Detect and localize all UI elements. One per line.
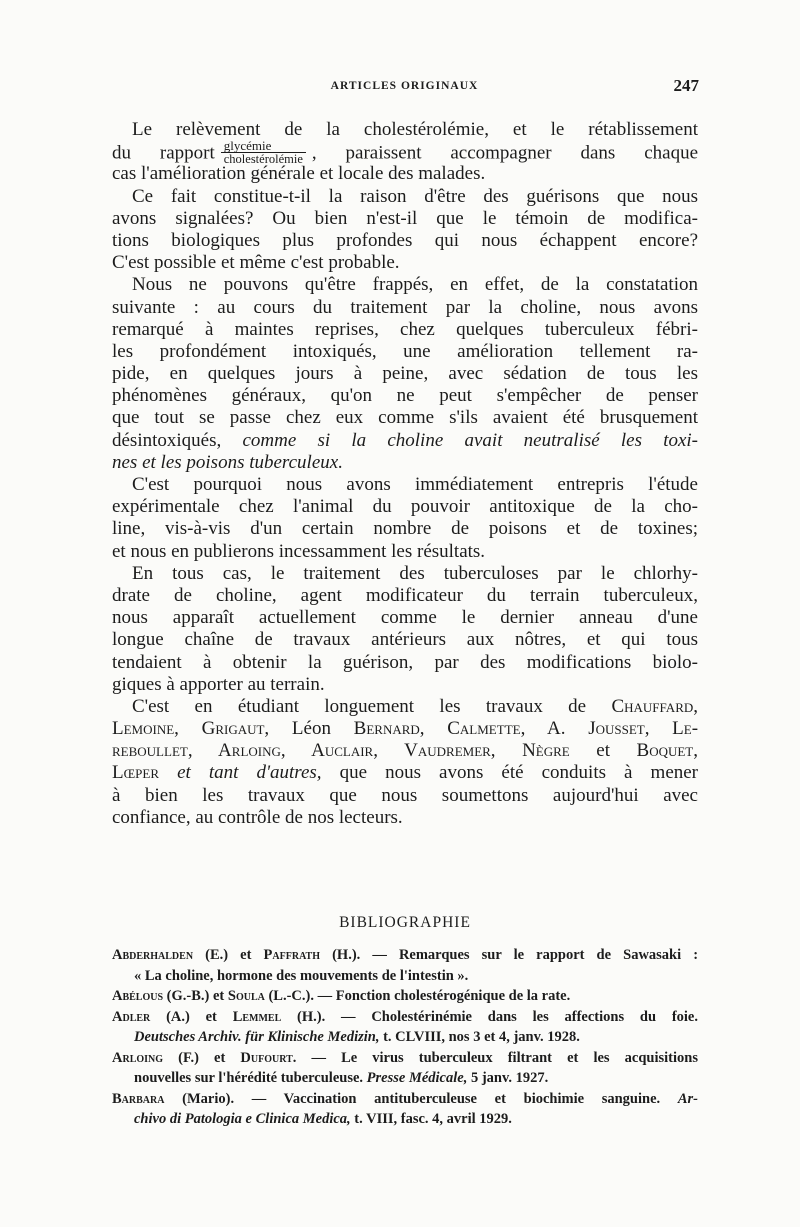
text-line: tendaient à obtenir la guérison, par des modifications biolo- bbox=[112, 651, 698, 673]
author-names: Lemoine, Grigaut, bbox=[112, 718, 270, 740]
text-line: phénomènes généraux, qu'on ne peut s'empêcher de penser bbox=[112, 385, 698, 407]
italic-phrase: comme si la choline avait neutralisé les toxi- bbox=[242, 429, 699, 451]
italic-phrase: et tant d'autres, bbox=[177, 762, 322, 784]
running-title: ARTICLES ORIGINAUX bbox=[330, 80, 479, 92]
text-line: expérimentale chez l'animal du pouvoir antitoxique de la cho- bbox=[112, 496, 698, 518]
text-line: Lemoine, Grigaut, Léon Bernard, Calmette, A. Jousset, Le- bbox=[112, 718, 699, 740]
text-line: remarqué à maintes reprises, chez quelques tuberculeux fébri- bbox=[112, 318, 698, 340]
text-line: longue chaîne de travaux antérieurs aux nôtres, et qui tous bbox=[112, 629, 698, 651]
author-names: reboullet, Arloing, Auclair, Vaudremer, Nègre bbox=[112, 740, 570, 762]
bib-entry-line: Adler (A.) et Lemmel (H.). — Cholestérinémie dans les affections du foie. bbox=[112, 1008, 698, 1025]
text-line-with-fraction: du rapport $\frac{\text{glycémie}}{\text{cholestérolémie}}$ , paraissent accompagner dans chaque bbox=[112, 138, 698, 167]
text-line: tions biologiques plus profondes qui nous échappent encore? bbox=[112, 229, 698, 251]
running-head bbox=[110, 76, 699, 98]
text-line: suivante : au cours du traitement par la choline, nous avons bbox=[112, 296, 698, 318]
author-name: Chauffard, bbox=[611, 695, 698, 717]
text-line: nous apparaît actuellement comme le dernier anneau d'une bbox=[112, 607, 698, 629]
text-line: En tous cas, le traitement des tuberculoses par le chlorhy- bbox=[132, 562, 698, 584]
text-line: désintoxiqués, comme si la choline avait neutralisé les toxi- bbox=[112, 429, 699, 451]
bib-entry-line: « La choline, hormone des mouvements de l'intestin ». bbox=[134, 967, 469, 984]
italic-phrase: nes et les poisons tuberculeux. bbox=[112, 451, 343, 473]
bib-entry-line: Barbara (Mario). — Vaccination antituberculeuse et biochimie sanguine. Ar- bbox=[112, 1090, 698, 1107]
text-line: Lœper et tant d'autres, que nous avons été conduits à mener bbox=[112, 762, 699, 784]
bib-entry-line: Abélous (G.-B.) et Soula (L.-C.). — Fonction cholestérogénique de la rate. bbox=[112, 988, 571, 1004]
author-name: Lœper bbox=[112, 762, 160, 784]
text-line: C'est possible et même c'est probable. bbox=[112, 252, 400, 274]
bib-entry-line: Deutsches Archiv. für Klinische Medizin, t. CLVIII, nos 3 et 4, janv. 1928. bbox=[134, 1029, 580, 1045]
text-line: drate de choline, agent modificateur du terrain tuberculeux, bbox=[112, 584, 698, 606]
text-line: pide, en quelques jours à peine, avec sédation de tous les bbox=[112, 363, 698, 385]
text-line: à bien les travaux que nous soumettons aujourd'hui avec bbox=[112, 784, 698, 806]
text-line: confiance, au contrôle de nos lecteurs. bbox=[112, 806, 403, 828]
bib-entry-line: Abderhalden (E.) et Paffrath (H.). — Remarques sur le rapport de Sawasaki : bbox=[112, 947, 699, 963]
text-line: les profondément intoxiqués, une amélioration tellement ra- bbox=[112, 340, 698, 362]
text-line: C'est pourquoi nous avons immédiatement entrepris l'étude bbox=[132, 474, 698, 495]
fraction-denominator: cholestérolémie bbox=[223, 152, 303, 167]
author-names: Jousset, Le- bbox=[588, 718, 699, 740]
text-line: Nous ne pouvons qu'être frappés, en effet, de la constatation bbox=[132, 274, 698, 296]
author-name: Boquet, bbox=[636, 740, 699, 762]
text-line: cas l'amélioration générale et locale des malades. bbox=[112, 163, 486, 185]
text-line: que tout se passe chez eux comme s'ils avaient été brusquement bbox=[112, 407, 698, 429]
bib-entry-line: chivo di Patologia e Clinica Medica, t. VIII, fasc. 4, avril 1929. bbox=[134, 1111, 512, 1127]
page-number: 247 bbox=[673, 76, 699, 95]
text-line bbox=[112, 452, 698, 474]
bibliography-list bbox=[112, 945, 698, 1130]
text-line: reboullet, Arloing, Auclair, Vaudremer, Nègre et Boquet, bbox=[112, 740, 699, 762]
text-line: et nous en publierons incessamment les résultats. bbox=[112, 540, 486, 562]
ratio-fraction bbox=[221, 139, 306, 166]
author-names: Bernard, Calmette, bbox=[353, 718, 526, 740]
text-line: avons signalées? Ou bien n'est-il que le témoin de modifica- bbox=[112, 207, 698, 229]
fraction-numerator: glycémie bbox=[221, 139, 306, 153]
bib-entry-line: Arloing (F.) et Dufourt. — Le virus tuberculeux filtrant et les acquisitions bbox=[112, 1049, 698, 1066]
text-line: Ce fait constitue-t-il la raison d'être des guérisons que nous bbox=[132, 185, 698, 207]
text-line: line, vis-à-vis d'un certain nombre de poisons et de toxines; bbox=[112, 518, 698, 540]
bibliography-heading: BIBLIOGRAPHIE bbox=[339, 914, 471, 931]
text-line: Le relèvement de la cholestérolémie, et le rétablissement bbox=[132, 119, 698, 140]
article-body bbox=[112, 119, 698, 829]
text-line: giques à apporter au terrain. bbox=[112, 673, 325, 695]
text-line: C'est en étudiant longuement les travaux de Chauffard, bbox=[132, 695, 698, 717]
bib-entry-line: nouvelles sur l'hérédité tuberculeuse. Presse Médicale, 5 janv. 1927. bbox=[134, 1070, 549, 1086]
